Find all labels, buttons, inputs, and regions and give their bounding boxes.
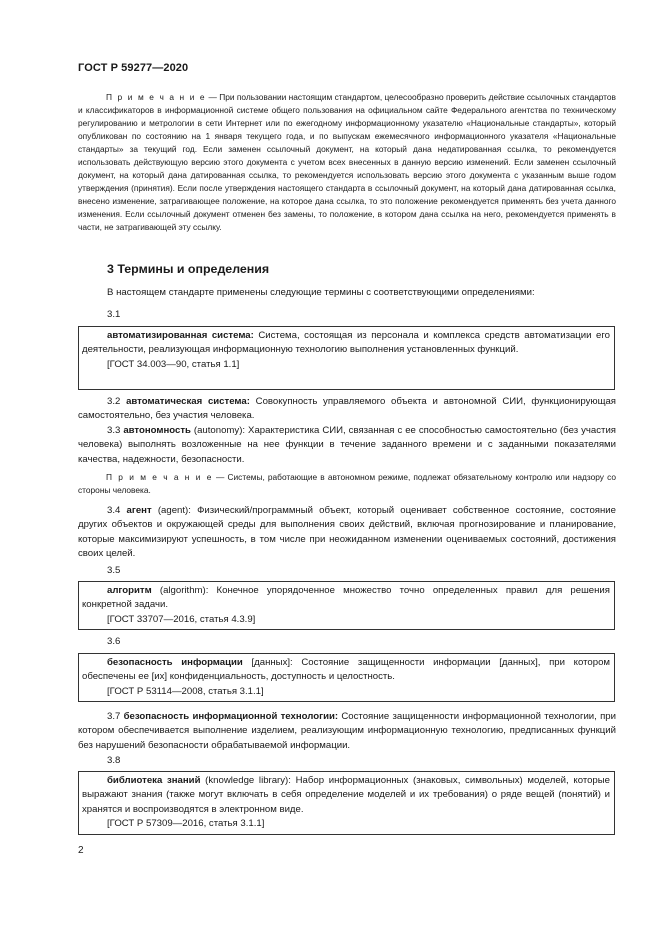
term-name: агент	[126, 505, 152, 516]
note-text: — При пользовании настоящим стандартом, целесообразно проверить действие ссылочных стандартов и классификаторов в информационной системе общего пользования на официальном сайте Федерального агентства по техническому регулированию и метрологии в сети Интернет или по ежегодному информационному указателю «Национальные стандарты», который опубликован по состоянию на 1 января текущего года, и по выпускам ежемесячного информационного указателя «Национальные стандарты» за текущий год. Если заменен ссылочный документ, на который дана недатированная ссылка, то рекомендуется использовать действующую версию этого документа с учетом всех внесенных в данную версию изменений. Если заменен ссылочный документ, на который дана датированная ссылка, то рекомендуется использовать версию этого документа с указанным выше годом утверждения (принятия). Если после утверждения настоящего стандарта в ссылочный документ, на который дана датированная ссылка, внесено изменение, затрагивающее положение, на которое дана ссылка, то это положение рекомендуется применять без учета данного изменения. Если ссылочный документ отменен без замены, то положение, в котором дана ссылка на него, рекомендуется применять в части, не затрагивающей эту ссылку.	[78, 92, 616, 232]
term-3-3: 3.3 автономность (autonomy): Характеристика СИИ, связанная с ее способностью самостоятельно (без участия человека) выполнять возложенные на нее функции в течение заданного времени и с заданными показателями качества, надежности, безопасности.	[78, 425, 616, 465]
term-reference: [ГОСТ 34.003—90, статья 1.1]	[107, 358, 240, 370]
term-name: автономность	[123, 425, 191, 436]
term-3-4: 3.4 агент (agent): Физический/программный объект, который оценивает собственное состояние, состояние других объектов и окружающей среды для выполнения своих действий, включая прогнозирование и планирование, которые максимизируют успешность, в том числе при неожиданном изменении оцениваемых состояний, достижения своих целей.	[78, 505, 616, 560]
term-name: автоматическая система:	[126, 396, 250, 407]
page-header: ГОСТ Р 59277—2020	[78, 62, 189, 74]
term-number-3-5: 3.5	[107, 565, 121, 576]
term-3-7: 3.7 безопасность информационной технологии: Состояние защищенности информационной технологии, при котором обеспечивается выполнение изделием, реализующим информационную технологию, предписанных функций без нарушений безопасности обрабатываемой информации.	[78, 711, 616, 751]
term-definition: Состояние защищенности информационной технологии, при котором обеспечивается выполнение изделием, реализующим информационную технологию, предписанных функций без нарушений безопасности обрабатываемой информации.	[78, 711, 616, 751]
term-3-2: 3.2 автоматическая система: Совокупность управляемого объекта и автономной СИИ, функционирующая самостоятельно, без участия человека.	[78, 396, 616, 422]
term-definition: (agent): Физический/программный объект, который оценивает собственное состояние, состояние других объектов и окружающей среды для выполнения своих действий, включая прогнозирование и планирование, которые максимизируют успешность, в том числе при неожиданном изменении оцениваемых состояний, достижения своих целей.	[78, 505, 616, 560]
term-box-3-1	[78, 326, 614, 390]
term-number-3-8: 3.8	[107, 755, 121, 766]
term-reference: [ГОСТ 33707—2016, статья 4.3.9]	[107, 613, 256, 625]
term-definition: (algorithm): Конечное упорядоченное множество точно определенных правил для решения конкретной задачи.	[82, 585, 610, 611]
term-definition: (knowledge library): Набор информационных (знаковых, символьных) моделей, которые выражают знания (также могут включать в себя определение моделей и их требования) о ряде вещей (понятий) и хранятся и воспроизводятся в электронном виде.	[82, 775, 611, 815]
term-reference: [ГОСТ Р 57309—2016, статья 3.1.1]	[107, 818, 265, 830]
section-intro: В настоящем стандарте применены следующие термины с соответствующими определениями:	[107, 287, 535, 298]
term-reference: [ГОСТ Р 53114—2008, статья 3.1.1]	[107, 685, 264, 697]
term-number-3-6: 3.6	[107, 636, 121, 647]
term-definition: Система, состоящая из персонала и комплекса средств автоматизации его деятельности, реализующая информационную технологию выполнения установленных функций.	[82, 330, 610, 356]
term-box-3-6	[78, 653, 614, 702]
note-text: — Системы, работающие в автономном режиме, подлежат обязательному контролю или надзору со стороны человека.	[78, 472, 616, 495]
term-definition: (autonomy): Характеристика СИИ, связанная с ее способностью самостоятельно (без участия человека) выполнять возложенные на нее функции в течение заданного времени и с заданными показателями качества, надежности, безопасности.	[78, 425, 616, 465]
term-name: автоматизированная система:	[107, 330, 254, 341]
note-label: П р и м е ч а н и е	[106, 92, 207, 102]
term-box-3-8	[78, 771, 614, 835]
page-number: 2	[78, 845, 84, 856]
term-name: библиотека знаний	[107, 775, 201, 786]
term-number-3-1: 3.1	[107, 309, 121, 320]
term-definition: [данных]: Состояние защищенности информации [данных], при котором обеспечены ее [их] конфиденциальность, доступность и целостность.	[82, 657, 610, 683]
note-references	[78, 91, 616, 234]
term-name: безопасность информационной технологии:	[123, 711, 339, 722]
note-label: П р и м е ч а н и е	[106, 472, 213, 482]
term-box-3-5	[78, 581, 614, 630]
term-name: алгоритм	[107, 585, 152, 596]
term-name: безопасность информации	[107, 657, 243, 668]
note-autonomy	[78, 471, 616, 497]
term-definition: Совокупность управляемого объекта и автономной СИИ, функционирующая самостоятельно, без участия человека.	[78, 396, 616, 422]
section-title: 3 Термины и определения	[107, 262, 270, 276]
